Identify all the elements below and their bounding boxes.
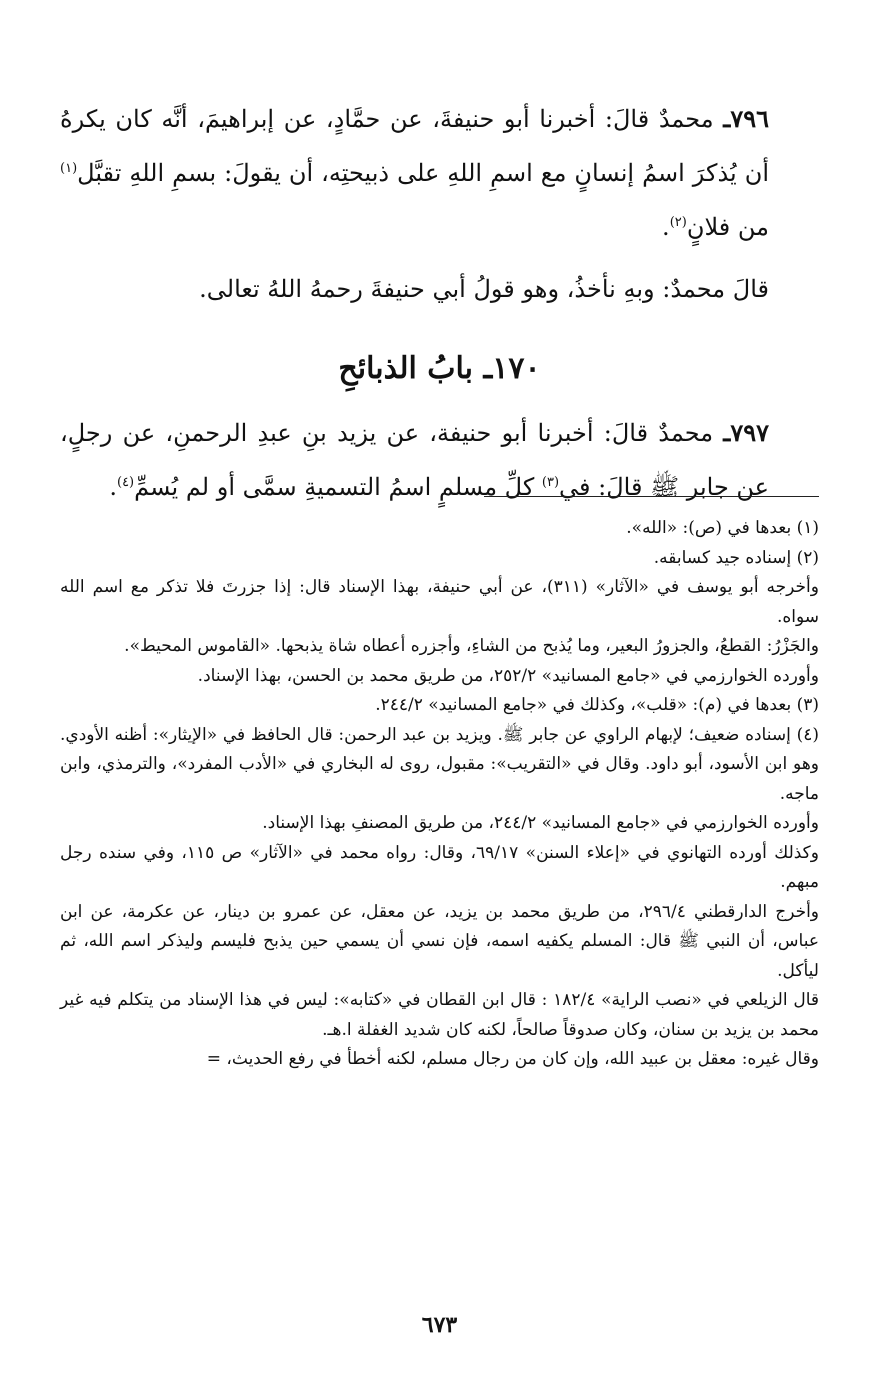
footnote-ref[interactable]: (٢) — [669, 215, 687, 230]
hadith-text: من فلانٍ — [686, 213, 769, 241]
footnote-ref[interactable]: (١) — [60, 161, 78, 176]
main-text — [60, 92, 819, 514]
footnote-4: (٤) إسناده ضعيف؛ لإبهام الراوي عن جابر ﷺ. ويزيد بن عبد الرحمن: قال الحافظ في «الإيثار»: أظنه الأودي. وهو ابن الأسود، أبو داود. وقال في «التقريب»: مقبول، روى له البخاري في «الأدب المفرد»، والترمذي، وابن ماجه. — [60, 724, 819, 804]
footnote-4-cont: قال الزيلعي في «نصب الراية» ١٨٢/٤ : قال ابن القطان في «كتابه»: ليس في هذا الإسناد من يتكلم فيه غير محمد بن يزيد بن سنان، وكان صدوقاً صالحاً، لكنه كان شديد الغفلة ا.هـ. — [60, 990, 820, 1040]
hadith-text: كلِّ مسلمٍ اسمُ التسميةِ سمَّى أو لم يُسمِّ — [134, 473, 542, 501]
hadith-796 — [60, 92, 819, 254]
hadith-number: ٧٩٦ـ — [723, 104, 769, 133]
hadith-797 — [60, 406, 819, 514]
footnote-ref[interactable]: (٣) — [541, 475, 560, 490]
page-number: ٦٧٣ — [421, 1312, 458, 1338]
footnote-2-cont: وأورده الخوارزمي في «جامع المسانيد» ٢٥٢/٢، من طريق محمد بن الحسن، بهذا الإسناد. — [197, 665, 819, 686]
footnote-4-cont: وكذلك أورده التهانوي في «إعلاء السنن» ٦٩/١٧، وقال: رواه محمد في «الآثار» ص ١١٥، وفي سنده رجل مبهم. — [60, 842, 819, 892]
chapter-heading: ١٧٠ـ بابُ الذبائحِ — [338, 351, 541, 386]
footnote-2: (٢) إسناده جيد كسابقه. — [653, 547, 819, 568]
footnote-ref[interactable]: (٤) — [116, 475, 135, 490]
hadith-text: محمدٌ قالَ: أخبرنا أبو حنيفةَ، عن حمَّادٍ، عن إبراهيمَ، أنَّه كان يكرهُ أن يُذكرَ اسمُ إنسانٍ مع اسمِ اللهِ على ذبيحتِه، أن يقولَ: بسمِ اللهِ تقبَّل — [60, 105, 769, 187]
footnote-1: (١) بعدها في (ص): «الله». — [626, 518, 819, 538]
footnote-4-cont: وأورده الخوارزمي في «جامع المسانيد» ٢٤٤/٢، من طريق المصنفِ بهذا الإسناد. — [262, 813, 819, 833]
punctuation: . — [109, 473, 117, 501]
footnote-2-cont: وأخرجه أبو يوسف في «الآثار» (٣١١)، عن أبي حنيفة، بهذا الإسناد قال: إذا جزرتَ فلا تذكر مع اسم الله سواه. — [60, 577, 819, 627]
footnote-divider — [484, 496, 819, 497]
footnotes — [60, 514, 819, 1075]
punctuation: . — [662, 213, 670, 241]
author-comment: قالَ محمدٌ: وبهِ نأخذُ، وهو قولُ أبي حنيفةَ رحمهُ اللهُ تعالى. — [199, 275, 769, 303]
hadith-text: محمدٌ قالَ: أخبرنا أبو حنيفة، عن يزيد بنِ عبدِ الرحمنِ، عن رجلٍ، عن جابر ﷺ قالَ: في — [60, 419, 769, 501]
footnote-4-cont: وقال غيره: معقل بن عبيد الله، وإن كان من رجال مسلم، لكنه أخطأ في رفع الحديث، = — [206, 1049, 819, 1069]
footnote-3: (٣) بعدها في (م): «قلب»، وكذلك في «جامع المسانيد» ٢٤٤/٢. — [375, 695, 819, 715]
footnote-2-cont: والجَزْرُ: القطعُ، والجزورُ البعير، وما يُذبح من الشاءِ، وأجزره أعطاه شاة يذبحها. «القاموس المحيط». — [124, 636, 819, 656]
footnote-4-cont: وأخرج الدارقطني ٢٩٦/٤، من طريق محمد بن يزيد، عن معقل، عن عمرو بن دينار، عن عكرمة، عن ابن عباس، أن النبي ﷺ قال: المسلم يكفيه اسمه، فإن نسي أن يسمي حين يذبح فليسم وليذكر اسم الله، ثم ليأكل. — [60, 901, 820, 981]
hadith-number: ٧٩٧ـ — [723, 418, 769, 447]
